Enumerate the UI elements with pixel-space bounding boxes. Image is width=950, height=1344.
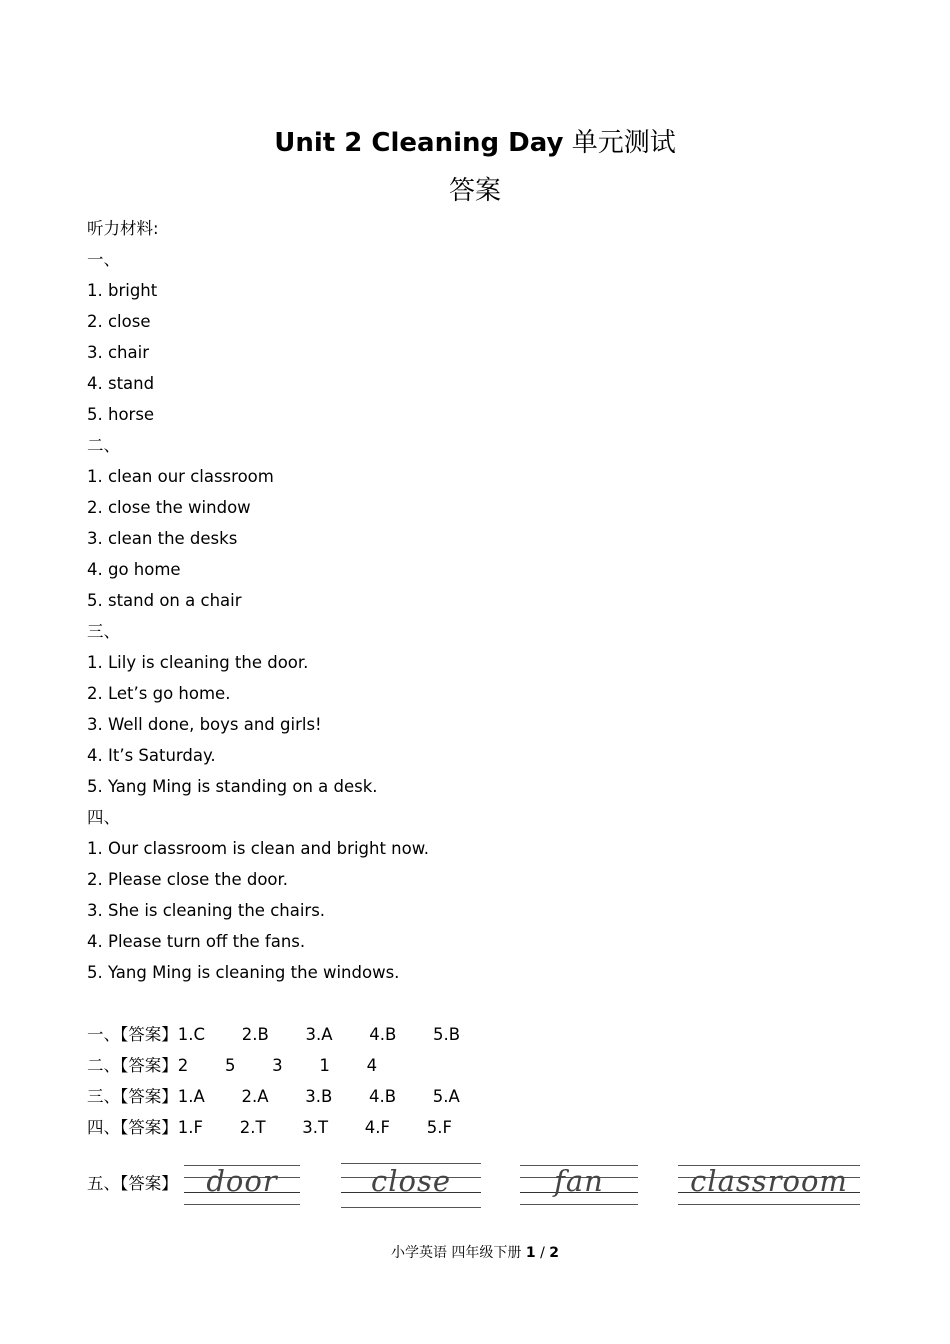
list-item: 1. bright xyxy=(87,281,158,300)
section-heading: 四、 xyxy=(87,808,120,827)
listening-heading: 听力材料: xyxy=(87,219,159,238)
page-subtitle: 答案 xyxy=(448,176,501,206)
list-item: 2. Let’s go home. xyxy=(87,684,231,703)
list-item: 3. chair xyxy=(87,343,149,362)
handwriting-word: close xyxy=(370,1164,452,1198)
list-item: 5. horse xyxy=(87,405,155,424)
answer-line: 四、【答案】1.F 2.T 3.T 4.F 5.F xyxy=(87,1118,452,1137)
list-item: 4. Please turn off the fans. xyxy=(87,932,306,951)
answer-line: 三、【答案】1.A 2.A 3.B 4.B 5.A xyxy=(87,1087,460,1106)
list-item: 5. stand on a chair xyxy=(87,591,242,610)
answer-line: 一、【答案】1.C 2.B 3.A 4.B 5.B xyxy=(87,1025,461,1044)
footer-separator: / xyxy=(535,1245,550,1261)
handwriting-word-box xyxy=(341,1163,481,1205)
list-item: 3. She is cleaning the chairs. xyxy=(87,901,326,920)
page-footer xyxy=(0,1242,950,1262)
answer-line: 二、【答案】2 5 3 1 4 xyxy=(87,1056,378,1075)
list-item: 1. Lily is cleaning the door. xyxy=(87,653,309,672)
list-item: 1. clean our classroom xyxy=(87,467,274,486)
list-item: 4. It’s Saturday. xyxy=(87,746,216,765)
section-heading: 二、 xyxy=(87,436,120,455)
listening-material xyxy=(87,216,460,1146)
handwriting-word-box xyxy=(184,1163,300,1205)
list-item: 2. close xyxy=(87,312,151,331)
list-item: 5. Yang Ming is standing on a desk. xyxy=(87,777,378,796)
footer-page-total: 2 xyxy=(549,1245,560,1261)
list-item: 3. clean the desks xyxy=(87,529,238,548)
footer-text: 小学英语 四年级下册 xyxy=(390,1245,522,1261)
list-item: 1. Our classroom is clean and bright now. xyxy=(87,839,429,858)
list-item: 4. stand xyxy=(87,374,155,393)
title-chinese: 单元测试 xyxy=(571,128,676,158)
handwriting-word: door xyxy=(206,1164,278,1198)
answer-five xyxy=(87,1160,887,1214)
handwriting-word: fan xyxy=(554,1164,604,1198)
section-heading: 一、 xyxy=(87,250,120,269)
list-item: 2. Please close the door. xyxy=(87,870,289,889)
list-item: 3. Well done, boys and girls! xyxy=(87,715,322,734)
handwriting-word: classroom xyxy=(690,1164,848,1198)
list-item: 5. Yang Ming is cleaning the windows. xyxy=(87,963,400,982)
handwriting-word-box xyxy=(520,1163,638,1205)
title-english: Unit 2 Cleaning Day xyxy=(274,128,564,158)
footer-page-number: 1 xyxy=(525,1245,536,1261)
page-title xyxy=(0,122,950,159)
list-item: 4. go home xyxy=(87,560,181,579)
answer-five-label: 五、【答案】 xyxy=(87,1174,178,1193)
section-heading: 三、 xyxy=(87,622,120,641)
spacer xyxy=(87,991,460,1022)
list-item: 2. close the window xyxy=(87,498,251,517)
handwriting-word-box xyxy=(678,1163,860,1205)
